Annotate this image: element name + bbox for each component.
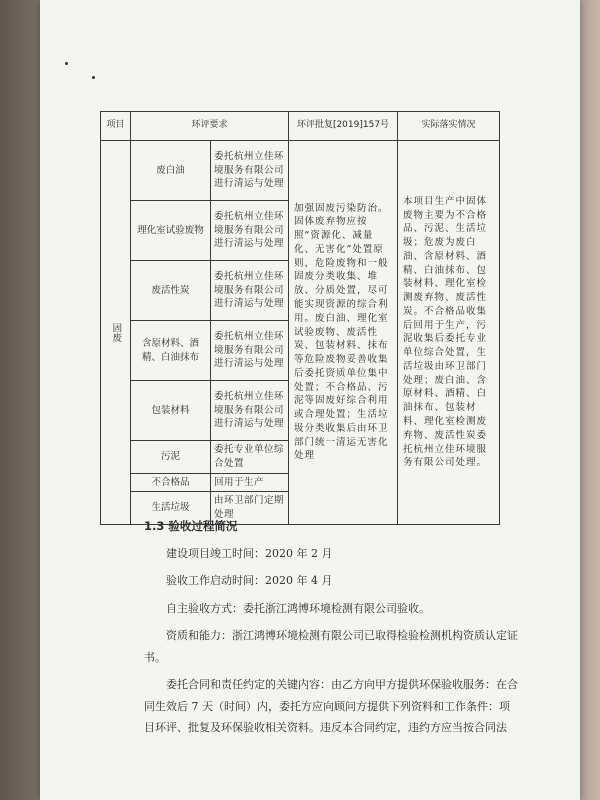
punch-mark (65, 62, 68, 65)
disposal-method: 委托杭州立佳环境服务有限公司进行清运与处理 (211, 201, 289, 261)
table-header-row (101, 112, 500, 141)
waste-item: 理化室试验废物 (131, 201, 211, 261)
header-implementation: 实际落实情况 (398, 112, 500, 141)
category-cell: 固废 (101, 141, 131, 525)
waste-item: 废活性炭 (131, 261, 211, 321)
environmental-requirements-table (100, 111, 500, 525)
waste-item: 废白油 (131, 141, 211, 201)
paragraph: 自主验收方式：委托浙江鸿博环境检测有限公司验收。 (166, 601, 430, 615)
waste-item: 含原材料、酒精、白油抹布 (131, 321, 211, 381)
waste-item: 不合格品 (131, 473, 211, 492)
waste-item: 生活垃圾 (131, 492, 211, 525)
disposal-method: 委托杭州立佳环境服务有限公司进行清运与处理 (211, 321, 289, 381)
paragraph: 建设项目竣工时间：2020 年 2 月 (166, 547, 333, 560)
waste-item: 包装材料 (131, 381, 211, 441)
paragraph: 委托合同和责任约定的关键内容：由乙方向甲方提供环保验收服务：在合同生效后 7 天（时间）内，委托方应向顾问方提供下列资料和工作条件：项目环评、批复及环保验收相关资料。违反本合同约定，违约方应当按合同法 (144, 678, 518, 735)
header-env-requirement: 环评要求 (131, 112, 289, 141)
disposal-method: 委托杭州立佳环境服务有限公司进行清运与处理 (211, 381, 289, 441)
disposal-method: 由环卫部门定期处理 (211, 492, 289, 525)
disposal-method: 委托杭州立佳环境服务有限公司进行清运与处理 (211, 141, 289, 201)
punch-mark (92, 76, 95, 79)
section-heading: 1.3 验收过程简况 (144, 519, 238, 533)
approval-text: 加强固废污染防治。固体废弃物应按照“资源化、减量化、无害化”处置原则，危险废物和一般固废分类收集、堆放、分质处置，尽可能实现资源的综合利用。废白油、理化室试验废物、废活性炭、包装材料、抹布等危险废物妥善收集后委托资质单位集中处置；不合格品、污泥等固废好综合利用或合理处置；生活垃圾分类收集后由环卫部门统一清运无害化处理 (289, 141, 398, 525)
waste-item: 污泥 (131, 441, 211, 474)
paragraph: 资质和能力：浙江鸿博环境检测有限公司已取得检验检测机构资质认定证书。 (144, 629, 518, 664)
table-row (101, 141, 500, 201)
disposal-method: 委托专业单位综合处置 (211, 441, 289, 474)
paragraph: 验收工作启动时间：2020 年 4 月 (166, 574, 333, 588)
disposal-method: 委托杭州立佳环境服务有限公司进行清运与处理 (211, 261, 289, 321)
disposal-method: 回用于生产 (211, 473, 289, 492)
header-item: 项目 (101, 112, 131, 141)
acceptance-process-section (144, 518, 519, 745)
implementation-text: 本项目生产中固体废物主要为不合格品、污泥、生活垃圾；危废为废白油、含原材料、酒精、白油抹布、包装材料、理化室检测废弃物、废活性炭。不合格品收集后回用于生产，污泥收集后委托专业单位综合处置，生活垃圾由环卫部门处理；废白油、含原材料、酒精、白油抹布、包装材料、理化室检测废弃物、废活性炭委托杭州立佳环境服务有限公司处理。 (398, 141, 500, 525)
header-approval: 环评批复[2019]157号 (289, 112, 398, 141)
